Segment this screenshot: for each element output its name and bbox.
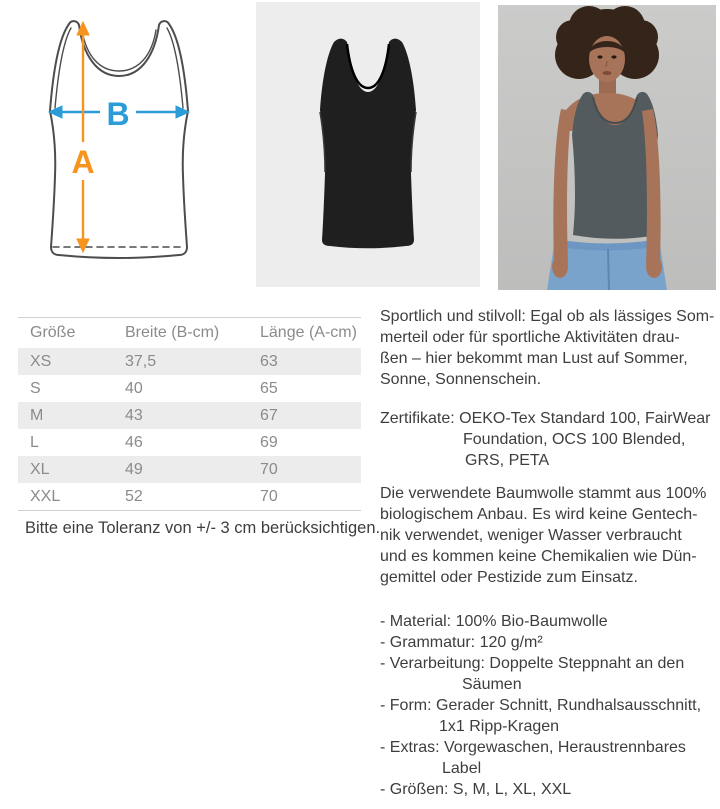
text-line: - Material: 100% Bio-Baumwolle: [380, 613, 608, 630]
breite-cell: 43: [125, 406, 143, 424]
size-diagram-svg: [0, 0, 248, 296]
size-diagram-figure: [0, 0, 248, 296]
product-description: [380, 306, 720, 800]
breite-cell: 37,5: [125, 352, 157, 370]
breite-cell: 49: [125, 460, 143, 478]
text-line: ßen – hier bekommt man Lust auf Sommer,: [380, 350, 688, 367]
laenge-cell: 65: [260, 379, 278, 397]
text-line: merteil oder für sportliche Aktivitäten drau-: [380, 329, 680, 346]
text-line: - Extras: Vorgewaschen, Heraustrennbares: [380, 739, 686, 756]
size-cell: S: [30, 379, 41, 397]
laenge-cell: 70: [260, 460, 278, 478]
column-header-groesse: Größe: [30, 324, 76, 341]
model-illustration: [498, 5, 716, 290]
text-line: Sportlich und stilvoll: Egal ob als lässiges Som-: [380, 308, 715, 325]
tank-top-outline: [50, 21, 188, 258]
measure-a-label: A: [71, 144, 95, 180]
breite-cell: 46: [125, 433, 143, 451]
measure-b-label: B: [106, 96, 130, 132]
size-table-row: [18, 402, 361, 429]
black-tank-illustration: [256, 2, 480, 287]
description-certificates: [380, 408, 720, 471]
text-line: - Größen: S, M, L, XL, XXL: [380, 781, 572, 798]
laenge-cell: 70: [260, 487, 278, 505]
flat-product-photo: [256, 2, 480, 287]
model-face: [589, 36, 625, 82]
text-line: - Grammatur: 120 g/m²: [380, 634, 543, 651]
text-line: 1x1 Ripp-Kragen: [439, 718, 560, 735]
text-line: Label: [442, 760, 482, 777]
text-line: nik verwendet, weniger Wasser verbraucht: [380, 527, 682, 544]
size-cell: M: [30, 406, 44, 424]
text-line: Foundation, OCS 100 Blended,: [463, 431, 686, 448]
text-line: Säumen: [462, 676, 522, 693]
size-cell: XS: [30, 352, 52, 370]
laenge-cell: 67: [260, 406, 278, 424]
breite-cell: 40: [125, 379, 143, 397]
size-cell: XXL: [30, 487, 61, 505]
breite-cell: 52: [125, 487, 143, 505]
column-header-breite: Breite (B-cm): [125, 324, 220, 341]
model-photo: [498, 5, 716, 290]
tolerance-note: Bitte eine Toleranz von +/- 3 cm berücksichtigen.: [25, 519, 381, 537]
size-table-row: [18, 483, 361, 511]
size-table-header-row: [18, 318, 361, 349]
size-table: [18, 317, 361, 511]
description-intro: [380, 306, 720, 390]
laenge-cell: 63: [260, 352, 278, 370]
size-cell: L: [30, 433, 39, 451]
text-line: biologischem Anbau. Es wird keine Gentech-: [380, 506, 698, 523]
text-line: GRS, PETA: [465, 452, 550, 469]
size-table-row: [18, 348, 361, 375]
text-line: und es kommen keine Chemikalien wie Dün-: [380, 548, 697, 565]
size-table-row: [18, 429, 361, 456]
text-line: - Verarbeitung: Doppelte Steppnaht an den: [380, 655, 685, 672]
text-line: Sonne, Sonnenschein.: [380, 371, 542, 388]
text-line: gemittel oder Pestizide zum Einsatz.: [380, 569, 638, 586]
description-details: [380, 611, 720, 800]
size-table-row: [18, 375, 361, 402]
size-cell: XL: [30, 460, 50, 478]
text-line: Die verwendete Baumwolle stammt aus 100%: [380, 485, 707, 502]
description-cotton: [380, 483, 720, 588]
laenge-cell: 69: [260, 433, 278, 451]
column-header-laenge: Länge (A-cm): [260, 324, 357, 341]
text-line: - Form: Gerader Schnitt, Rundhalsausschnitt,: [380, 697, 702, 714]
size-table-row: [18, 456, 361, 483]
text-line: Zertifikate: OEKO-Tex Standard 100, FairWear: [380, 410, 711, 427]
